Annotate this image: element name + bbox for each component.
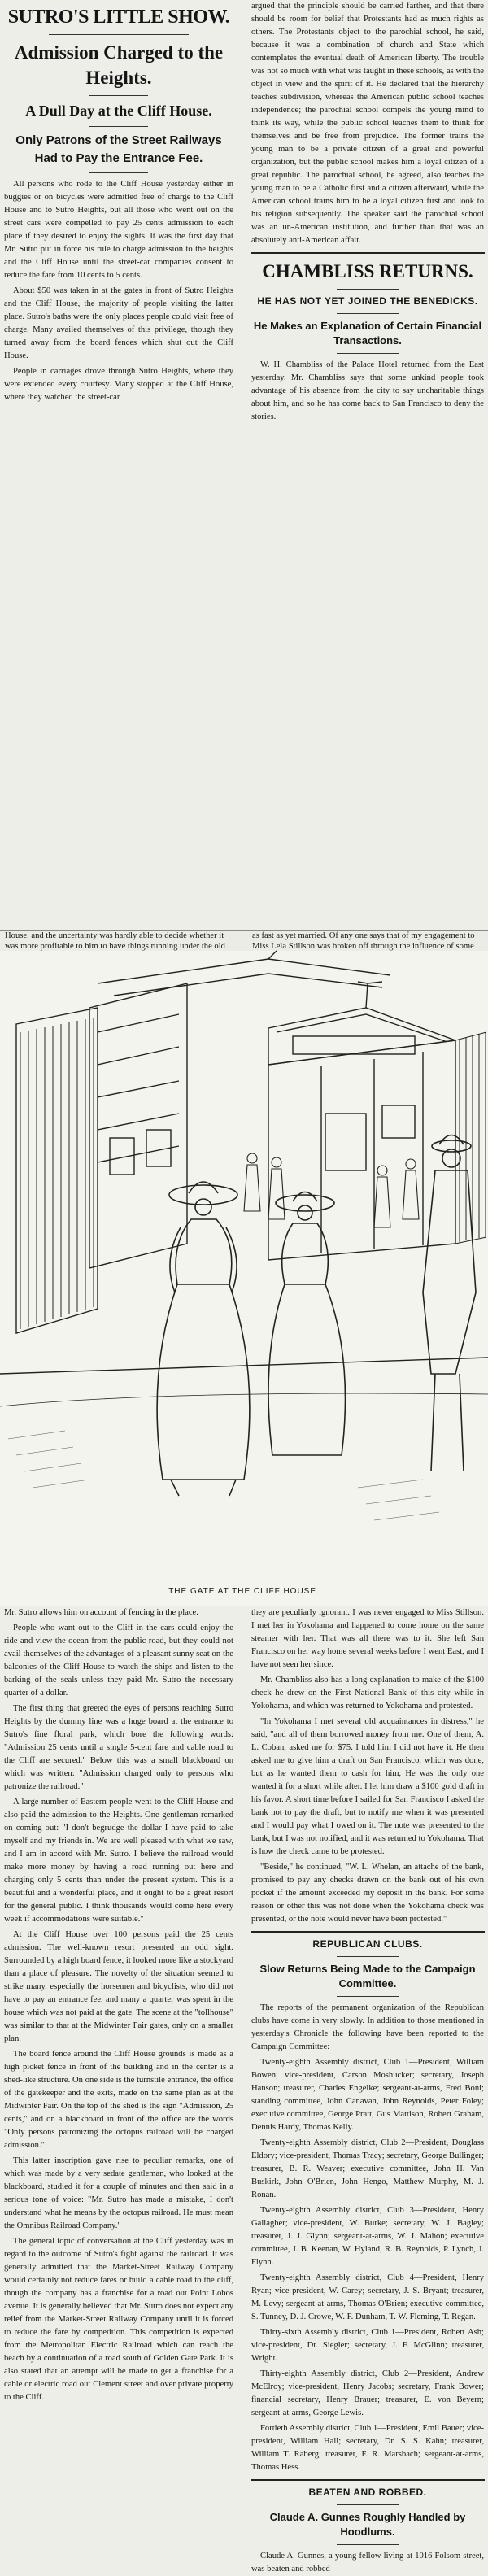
paragraph: they are peculiarly ignorant. I was never engaged to Miss Stillson. I met her in Yokohama and happened to come home on the same steamer with her. That was all there was to it. She left San Francisco on her way home several weeks before I went East, and I have not seen her since. [251,1608,484,1669]
torn-fragment [0,930,488,952]
paragraph: The first thing that greeted the eyes of persons reaching Sutro Heights by the dummy line was a huge board at the entrance to Sutro's fine floral park, which bore the following words: "Admission 25 cents until a single 5-cent fare and cable road to the Cliff are secured." Below this was a small blackboard on which was written: "Admission charged only to persons who patronize the railroad." [4,1704,233,1791]
article-sutro-continued [0,1606,237,2402]
divider [251,2479,485,2481]
article-sutro-top [0,0,237,930]
divider [49,34,189,35]
paragraph: argued that the principle should be carried farther, and that there should be room for belief that Protestants had as much rights as others. The Protestants object to the parochial school, he said, because it was a combination of church and State which contemplates the eventual death of American liberty. The trouble was not so much with what was taught in these schools, as with the object in view and the spirit of it. He declared that the hierarchy teaches subdivision, whereas the American public school teaches independence; the parochial school compels the young mind to think its way, while the public school teaches them to think for themselves and be free from prejudice. The former trains the young man to be a private citizen of a great and powerful organization, but the public school makes him a loyal citizen of a great republic. The parochial school, he agreed, also teaches the young man to be a Catholic first and a citizen afterward, while the American school trains him to be a loyal citizen first and look to his religion subsequently. The speaker said the parochial school was an un-American institution, and further than that was an absolutely anti-American affair. [251,2,484,245]
paragraph: This latter inscription gave rise to peculiar remarks, one of which was made by a very sedate gentleman, who looked at the blackboard, studied it for a couple of minutes and then said in a serious tone of voice: "Mr. Sutro has made a mistake, I don't understand what he means by the octopus railroad. He must mean the Omnibus Railroad Company." [4,2156,233,2230]
chambliss-subhead: HE HAS NOT YET JOINED THE BENEDICKS. [257,295,478,307]
paragraph: W. H. Chambliss of the Palace Hotel returned from the East yesterday. Mr. Chambliss says that some unkind people took advantage of his absence from the city to say uncharitable things about him, and so he has come back to San Francisco to deny the stories. [251,360,484,421]
article-headline: Admission Charged to the Heights. [14,42,224,88]
divider [337,289,399,290]
divider [89,95,148,96]
divider [337,2544,399,2545]
paragraph: Mr. Chambliss also has a long explanation to make of the $100 check he drew on the First National Bank of this city while in Yokohama, and which was returned to Yokohama and protested. [251,1676,484,1711]
paragraph: Fortieth Assembly district, Club 1—President, Emil Bauer; vice-president, William Hall; secretary, Dr. S. S. Kahn; treasurer, William T. Raberg; treasurer, F. R. Marsbach; sergeant-at-arms, Thomas Hess. [251,2424,484,2472]
paragraph: The general topic of conversation at the Cliff yesterday was in regard to the outcome of Sutro's fight against the railroad. It was generally admitted that the Market-Street Railway Company would certainly not reduce fares or build a cable road to the cliff, though the company has a franchise for a road out Point Lobos avenue. It is generally believed that Mr. Sutro does not expect any relief from the Market-Street Railway Company until it is forced to reduce the fare by competition. This competition is expected from the Metropolitan Electric Railroad which can reach the beach by a continuation of a road south of Golden Gate Park. It is also stated that an attempt will be made to get a franchise for a cable or electric road out Clement street and over private property to the Cliff. [4,2237,233,2402]
paragraph: The board fence around the Cliff House grounds is made as a high picket fence in front of the building and in the center is a shed-like structure. On one side is the turnstile entrance, the office of the gatekeeper and the exits, made on the same plan as at the Midwinter Fair. On the top of the shed is the sign "Admission, 25 cents," and on a blackboard in front of the office are the words "Only persons patronizing the octopus railroad will be charged admission." [4,2050,233,2150]
illustration-caption: THE GATE AT THE CLIFF HOUSE. [168,1587,320,1596]
article-title: SUTRO'S LITTLE SHOW. [7,7,230,28]
paragraph: "Beside," he continued, "W. L. Whelan, an attache of the bank, promised to pay any checks drawn on the bank out of his own pocket if the amount exceeded my deposit in the bank. For some reason or other this was not done when the Yokohama check was presented, or the note would never have been protested." [251,1863,484,1924]
paragraph: At the Cliff House over 100 persons paid the 25 cents admission. The well-known resort presented an odd sight. Surrounded by a high board fence, it looked more like a stockyard than a place of pleasure. The novelty of the situation seemed to strike many, especially the horsemen and bicyclists, who did not have to pay an entrance fee, and many a quarter was spent in the house which was not paid at the gate. The scene at the "tollhouse" was similar to that at the Midwinter Fair gates, only on a smaller plan. [4,1930,233,2043]
beaten-subhead: Claude A. Gunnes Roughly Handled by Hoodlums. [269,2511,466,2538]
divider [337,313,399,314]
divider [89,172,148,173]
divider [251,1931,485,1933]
article-right-top [247,0,488,930]
paragraph: Claude A. Gunnes, a young fellow living at 1016 Folsom street, was beaten and robbed [251,2552,484,2574]
paragraph: "In Yokohama I met several old acquaintances in distress," he said, "and all of them borrowed money from me. One of them, A. L. Coban, asked me for $75. I told him I did not have it. He then asked me to give him a draft on San Francisco, which was done, but as he wanted them to cash for him, He was the only one wanted it for a short while after. I let him draw a $100 gold draft in his favor. A short time before I sailed for San Francisco I asked the bank not to pay the draft, but to notify me when it was presented and I would pay what I owed on it. The note was presented to the bank, but I was not notified, and it was returned to Yokohama. That is how the check came to be protested. [251,1717,484,1856]
illustration-gate-cliff-house [0,951,488,1606]
paragraph: Twenty-eighth Assembly district, Club 2—President, Douglass Eldory; vice-president, Thomas Tracy; secretary, George Bullinger; treasurer, B. R. Weaver; executive committee, John H. Van Buskirk, John O'Brien, John Hengo, Matthew Murphy, M. J. Ronan. [251,2138,484,2199]
divider [337,1956,399,1957]
fragment-left-text: House, and the uncertainty was hardly able to decide whether it was more profitable to him to have things running under the old [5,931,225,951]
article-chambliss-continued [247,1606,488,2574]
paragraph: People in carriages drove through Sutro Heights, where they were extended every courtesy. Many stopped at the Cliff House, where they watched the street-car [4,367,233,402]
paragraph: A large number of Eastern people went to the Cliff House and also paid the admission to the Heights. One gentleman remarked on coming out: "I don't begrudge the dollar I have paid to take myself and my friends in. We are well pleased with what we saw, and I am in accord with Mr. Sutro. I believe the railroad would make more money by having a road running out here and charging only 5 cents than under the present system. This is a beautiful and a wonderful place, and it ought to be a great resort for the general public. I think thousands would come here every week if accommodations were suitable." [4,1798,233,1924]
engraving-image [0,951,488,1585]
divider [89,126,148,127]
paragraph: Thirty-eighth Assembly district, Club 2—President, Andrew McElroy; vice-president, Henry Jacobs; secretary, Frank Bower; financial secretary, Henry Brauer; treasurer, E. von Beyern; sergeant-at-arms, George Lewis. [251,2369,484,2417]
divider [337,353,399,354]
paragraph: Twenty-eighth Assembly district, Club 1—President, William Bowen; vice-president, Carson Moshucker; secretary, Joseph Hanson; treasurer, Charles Engelke; sergeant-at-arms, Fred Boni; standing committee, John Canavan, John Reynolds, Peter Foley; executive committee, George Pratt, Gus Mattison, Robert Graham, Dennis Hardy, Thomas Kelly. [251,2058,484,2132]
article-deck: Only Patrons of the Street Railways Had to Pay the Entrance Fee. [15,133,222,165]
paragraph: Mr. Sutro allows him on account of fencing in the place. [4,1608,198,1617]
paragraph: Twenty-eighth Assembly district, Club 3—President, Henry Gallagher; vice-president, W. Burke; secretary, W. J. Bagley; treasurer, J. J. Glynn; sergeant-at-arms, W. J. Mahon; executive committee, J. B. Keenan, W. Hyland, R. B. Reynolds, P. Lynch, J. Flynn. [251,2206,484,2267]
fragment-right-text: as fast as yet married. Of any one says that of my engagement to Miss Lela Stillson was broken off through the influence of some [252,931,475,951]
paragraph: People who want out to the Cliff in the cars could enjoy the ride and view the ocean from the public road, but they could not avail themselves of the advantages of a pleasant sunny seat on the balconies of the Cliff House to watch the ships and listen to the barking of the seals unless they paid Mr. Sutro the necessary quarter of a dollar. [4,1624,233,1698]
chambliss-headline: CHAMBLISS RETURNS. [262,261,473,281]
republican-subhead: Slow Returns Being Made to the Campaign Committee. [259,1963,476,1990]
paragraph: Twenty-eighth Assembly district, Club 4—President, Henry Ryan; vice-president, W. Carey; secretary, J. S. Bryant; treasurer, M. Levy; sergeant-at-arms, Thomas O'Brien; executive committee, S. Tunney, D. J. Crowe, W. F. Dunham, T. W. Fleming, T. Regan. [251,2273,484,2321]
paragraph: About $50 was taken in at the gates in front of Sutro Heights and the Cliff House, the majority of people visiting the latter place. Sutro's baths were the only places people could visit free of charge. Many availed themselves of this privilege, though they turned away from the board fences which shut out the Cliff House. [4,286,233,360]
paragraph: The reports of the permanent organization of the Republican clubs have come in very slowly. In addition to those mentioned in yesterday's Chronicle the following have been reported to the Campaign Committee: [251,2003,484,2051]
divider [251,252,485,254]
article-subhead: A Dull Day at the Cliff House. [25,102,212,119]
divider [337,2504,399,2505]
divider [337,1996,399,1997]
paragraph: Thirty-sixth Assembly district, Club 1—President, Robert Ash; vice-president, Dr. Siegler; secretary, J. F. McGlinn; treasurer, Wright. [251,2328,484,2363]
republican-headline: REPUBLICAN CLUBS. [312,1938,423,1950]
beaten-headline: BEATEN AND ROBBED. [308,2487,427,2498]
chambliss-deck: He Makes an Explanation of Certain Financial Transactions. [253,320,482,347]
paragraph: All persons who rode to the Cliff House yesterday either in buggies or on bicycles were admitted free of charge to the Cliff House and to Sutro Heights, but all those who went out on the street cars were compelled to pay 25 cents admission to each place if they desired to enjoy the sights. It was the first day that Mr. Sutro put in force his rule to charge admission to the heights and the Cliff House until the street-car companies consent to reduce the fare from 10 cents to 5 cents. [4,180,233,280]
